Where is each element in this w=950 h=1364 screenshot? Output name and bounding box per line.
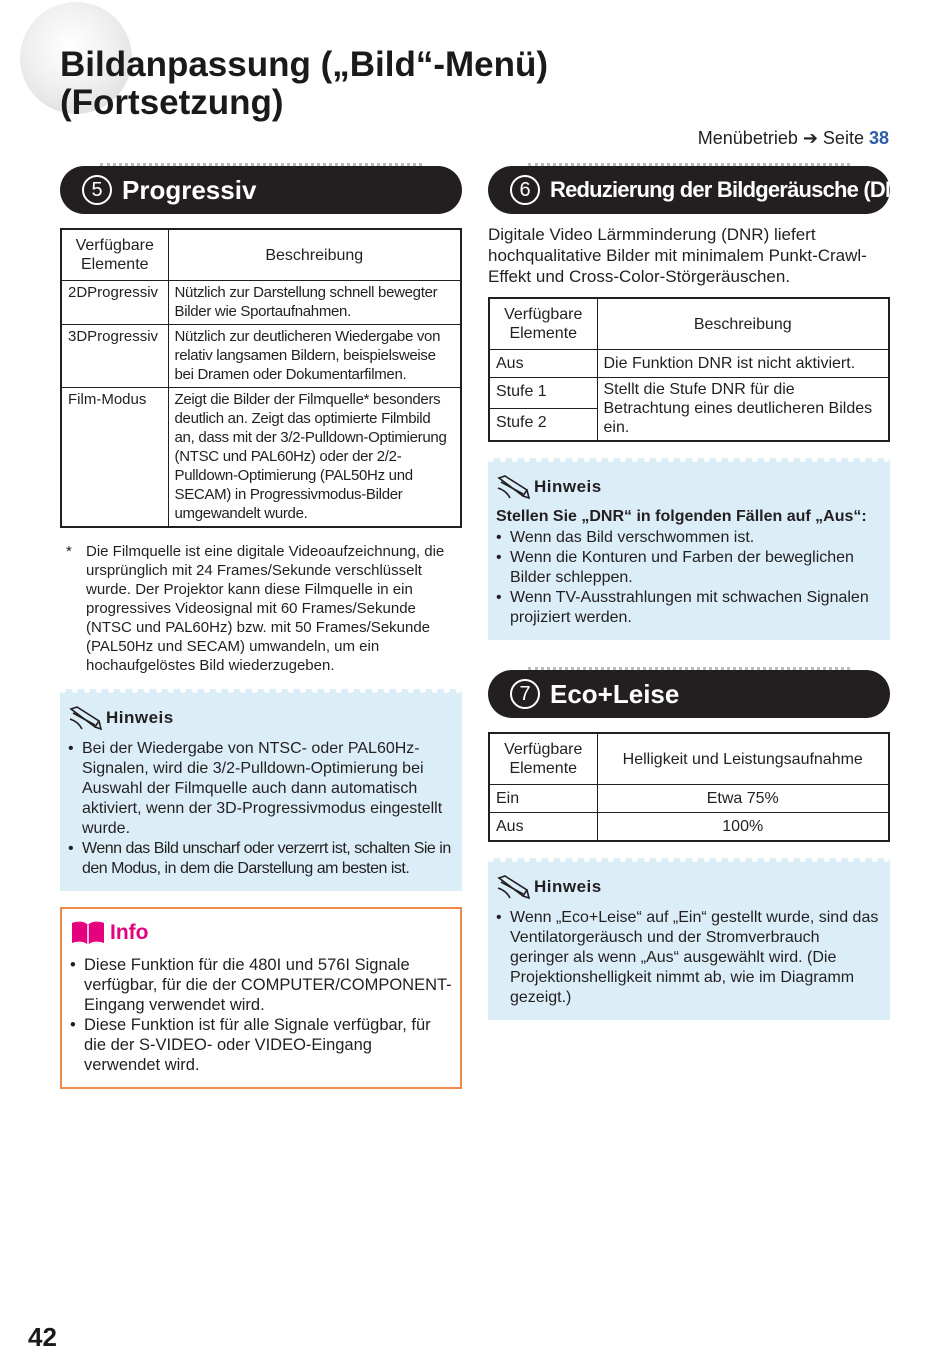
list-item: • Wenn die Konturen und Farben der beweglichen Bilder schleppen. <box>496 548 882 588</box>
pencil-icon <box>496 474 532 500</box>
progressiv-table <box>60 228 462 528</box>
info-list <box>70 955 452 1075</box>
dnr-intro: Digitale Video Lärmminderung (DNR) liefert hochqualitative Bilder mit minimalem Punkt-Crawl-Effekt und Cross-Color-Störgeräuschen. <box>488 225 867 286</box>
table-cell-description: Die Funktion DNR ist nicht aktiviert. <box>597 350 889 378</box>
list-item: • Diese Funktion ist für alle Signale verfügbar, für die der S-VIDEO- oder VIDEO-Eingang verwendet wird. <box>70 1015 452 1075</box>
dnr-section <box>488 166 922 1020</box>
progressiv-note-box <box>60 689 462 891</box>
book-icon <box>70 919 106 947</box>
table-header-description: Beschreibung <box>168 229 461 281</box>
note-list <box>496 528 882 628</box>
page-number: 42 <box>28 1322 57 1352</box>
dnr-note-box <box>488 458 890 640</box>
progressiv-header <box>60 166 462 214</box>
footnote-text: Die Filmquelle ist eine digitale Videoaufzeichnung, die ursprünglich mit 24 Frames/Sekunde verschlüsselt wurde. Der Projektor kann diese Filmquelle in ein progressives Videosignal mit 60 Frames/Sekunde (NTSC und PAL60Hz) bzw. mit 50 Frames/Sekunde (PAL50Hz und SECAM) umwandeln, um ein hochaufgelöstes Bild wiederzugeben. <box>86 543 445 674</box>
table-cell-item: 3DProgressiv <box>61 325 168 388</box>
eco-header <box>488 670 890 718</box>
table-header-description: Beschreibung <box>597 298 889 350</box>
list-item: • Wenn TV-Ausstrahlungen mit schwachen Signalen projiziert werden. <box>496 588 882 628</box>
section-number-badge: 5 <box>82 175 112 205</box>
table-row <box>61 281 461 325</box>
menu-reference-page: 38 <box>868 128 889 148</box>
table-cell-description: Zeigt die Bilder der Filmquelle* besonders deutlich an. Zeigt das optimierte Filmbild an, dass mit der 3/2-Pulldown-Optimierung (NTSC und PAL60Hz) oder der 2/2-Pulldown-Optimierung (PAL50Hz und SECAM) in Progressivmodus-Bilder umgewandelt wurde. <box>168 388 461 528</box>
table-cell-item: Aus <box>489 350 597 378</box>
table-cell-description: Stellt die Stufe DNR für die Betrachtung eines deutlicheren Bildes ein. <box>597 378 889 442</box>
table-cell-value: Etwa 75% <box>597 785 889 813</box>
note-heading-label: Hinweis <box>534 877 602 896</box>
page-title-line1: Bildanpassung („Bild“-Menü) <box>60 45 549 84</box>
table-row <box>489 813 889 842</box>
note-heading <box>496 474 882 500</box>
section-title: Reduzierung der Bildgeräusche (DNR) <box>550 177 922 202</box>
table-cell-description: Nützlich zur Darstellung schnell bewegter Bilder wie Sportaufnahmen. <box>168 281 461 325</box>
table-cell-item: Ein <box>489 785 597 813</box>
table-row <box>61 325 461 388</box>
section-title: Progressiv <box>122 174 257 205</box>
list-item: • Wenn das Bild unscharf oder verzerrt ist, schalten Sie in den Modus, in dem die Darstellung am besten ist. <box>68 839 454 879</box>
table-cell-item: Stufe 1 <box>489 378 597 409</box>
table-cell-item: Aus <box>489 813 597 842</box>
info-box <box>60 907 462 1089</box>
pencil-icon <box>68 705 104 731</box>
menu-reference-text: Menübetrieb ➔ Seite <box>697 128 869 148</box>
list-item: • Wenn das Bild verschwommen ist. <box>496 528 882 548</box>
info-heading <box>70 919 452 947</box>
note-heading-label: Hinweis <box>106 708 174 727</box>
table-row <box>489 378 889 409</box>
note-heading <box>68 705 454 731</box>
section-title: Eco+Leise <box>550 678 680 709</box>
note-list <box>68 739 454 879</box>
table-header-row <box>489 733 889 785</box>
progressiv-section <box>60 166 462 1089</box>
table-header-row <box>61 229 461 281</box>
table-cell-item: Film-Modus <box>61 388 168 528</box>
list-item: • Diese Funktion für die 480I und 576I Signale verfügbar, für die der COMPUTER/COMPONENT-Eingang verwendet wird. <box>70 955 452 1015</box>
section-number-badge: 6 <box>510 175 540 205</box>
note-heading <box>496 874 882 900</box>
page-title-line2: (Fortsetzung) <box>60 83 284 122</box>
list-item: • Wenn „Eco+Leise“ auf „Ein“ gestellt wurde, sind das Ventilatorgeräusch und der Stromverbrauch geringer als wenn „Aus“ ausgewählt wird. (Die Projektionshelligkeit nimmt ab, wie im Diagramm gezeigt.) <box>496 908 882 1008</box>
section-number-badge: 7 <box>510 679 540 709</box>
table-cell-value: 100% <box>597 813 889 842</box>
list-item: • Bei der Wiedergabe von NTSC- oder PAL60Hz-Signalen, wird die 3/2-Pulldown-Optimierung bei Auswahl der Filmquelle auch dann automatisch aktiviert, wenn der 3D-Progressivmodus eingestellt wurde. <box>68 739 454 839</box>
table-row <box>489 785 889 813</box>
eco-section <box>488 670 890 1020</box>
table-cell-item: 2DProgressiv <box>61 281 168 325</box>
table-header-row <box>489 298 889 350</box>
footnote-mark: * <box>66 543 72 560</box>
table-header-items: Verfügbare Elemente <box>489 298 597 350</box>
dnr-header <box>488 166 922 214</box>
note-list <box>496 908 882 1008</box>
eco-table <box>488 732 890 842</box>
table-header-items: Verfügbare Elemente <box>489 733 597 785</box>
table-row <box>61 388 461 528</box>
eco-note-box <box>488 858 890 1020</box>
table-cell-description: Nützlich zur deutlicheren Wiedergabe von relativ langsamen Bildern, beispielsweise bei Dramen oder Dokumentarfilmen. <box>168 325 461 388</box>
menu-reference <box>698 128 889 149</box>
table-cell-item: Stufe 2 <box>489 409 597 441</box>
pencil-icon <box>496 874 532 900</box>
page-title <box>60 46 900 122</box>
note-heading-label: Hinweis <box>534 477 602 496</box>
info-heading-label: Info <box>110 921 149 944</box>
table-header-items: Verfügbare Elemente <box>61 229 168 281</box>
table-header-brightness: Helligkeit und Leistungsaufnahme <box>597 733 889 785</box>
dnr-table <box>488 297 890 442</box>
note-subheading: Stellen Sie „DNR“ in folgenden Fällen auf „Aus“: <box>496 508 867 525</box>
footnote <box>60 542 462 675</box>
table-row <box>489 350 889 378</box>
